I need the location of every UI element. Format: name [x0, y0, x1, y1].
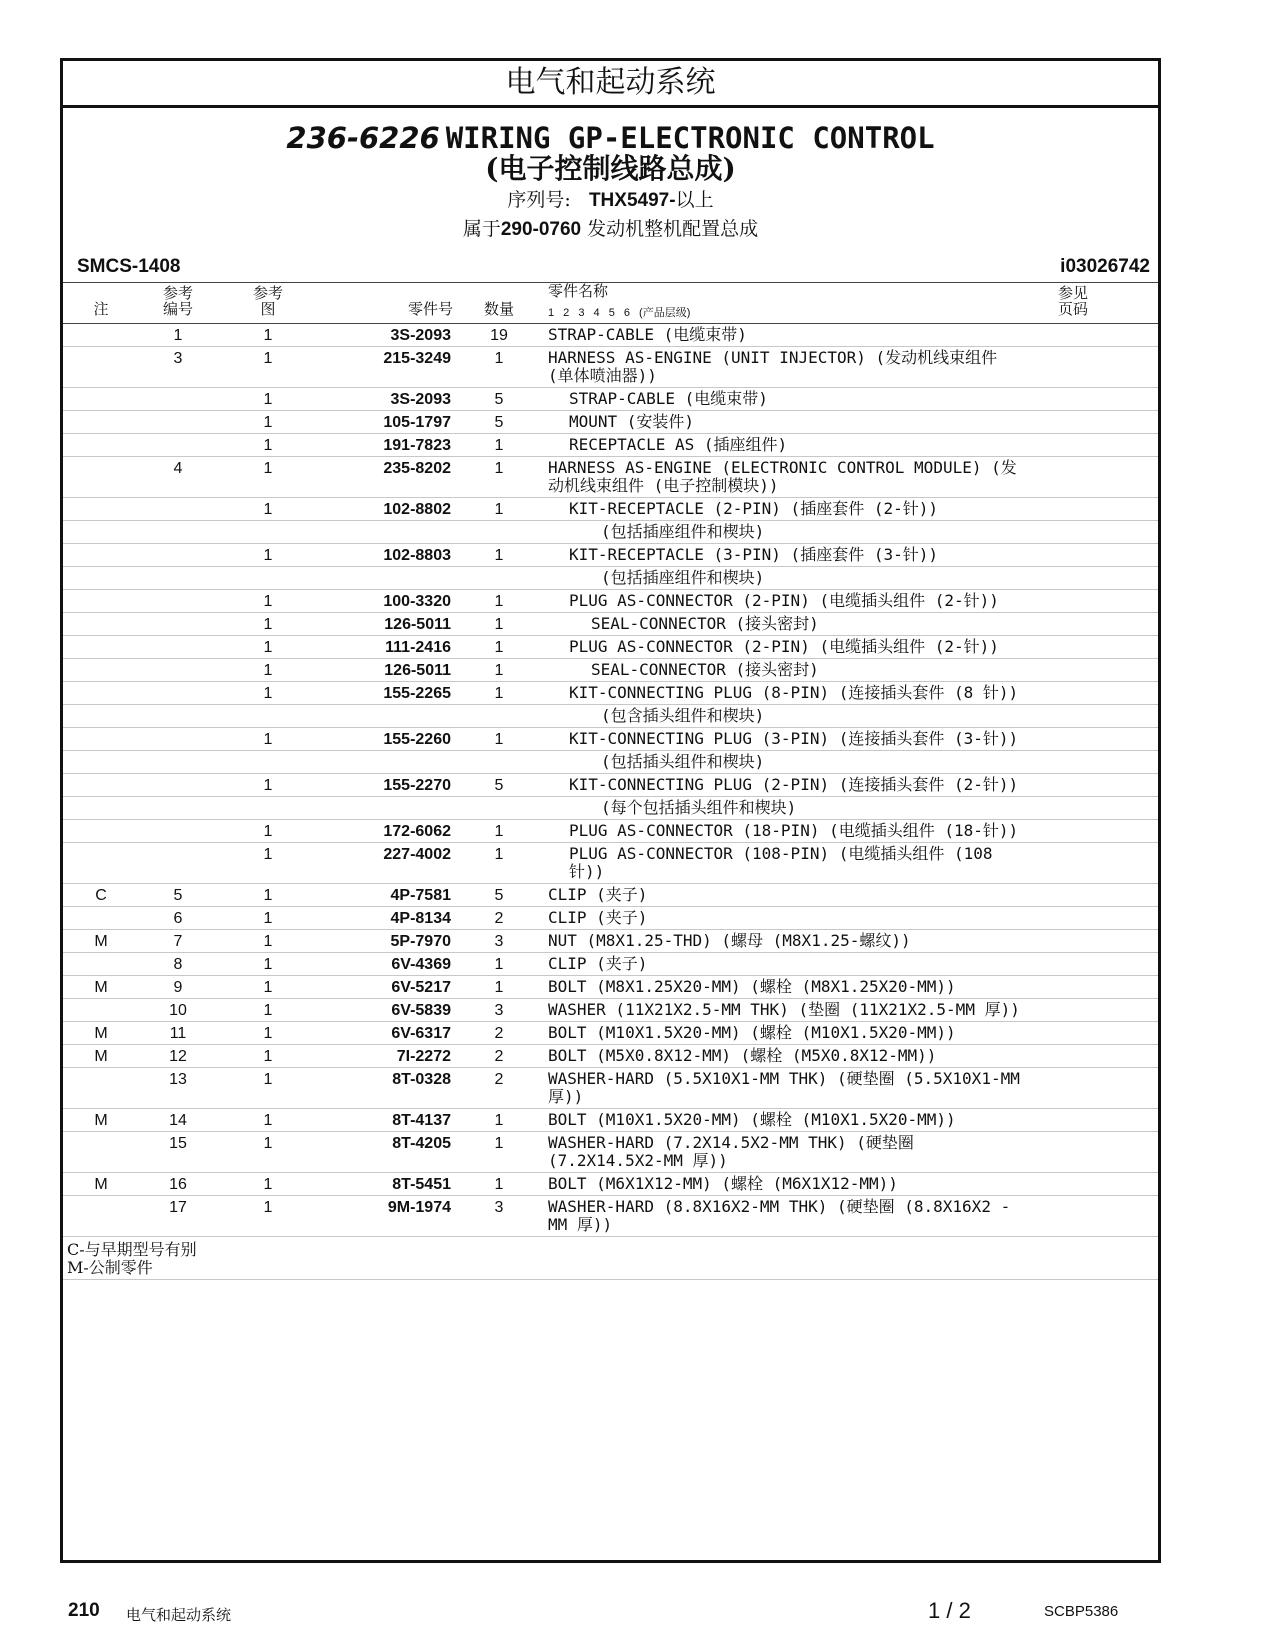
row-part-number: 105-1797 [383, 414, 451, 431]
row-part-number: 172-6062 [383, 823, 451, 840]
row-part-name: BOLT (M5X0.8X12-MM) (螺栓 (M5X0.8X12-MM)) [548, 1046, 937, 1065]
row-quantity: 3 [494, 933, 504, 950]
row-ref-number: 11 [169, 1025, 187, 1042]
row-part-number: 155-2260 [383, 731, 451, 748]
row-part-name: WASHER-HARD (7.2X14.5X2-MM THK) (硬垫圈 (7.2X14.5X2-MM 厚)) [548, 1133, 914, 1170]
row-part-name: WASHER (11X21X2.5-MM THK) (垫圈 (11X21X2.5-MM 厚)) [548, 1000, 1020, 1019]
row-part-number: 8T-0328 [392, 1071, 451, 1088]
row-ref-number: 3 [173, 350, 183, 367]
row-quantity: 2 [494, 910, 504, 927]
table-row [63, 843, 1158, 884]
row-part-number: 6V-5839 [391, 1002, 451, 1019]
page-number: 210 [68, 1600, 100, 1621]
row-quantity: 19 [490, 327, 508, 344]
row-quantity: 3 [494, 1199, 504, 1216]
row-part-name: BOLT (M6X1X12-MM) (螺栓 (M6X1X12-MM)) [548, 1174, 898, 1193]
table-row [63, 1132, 1158, 1173]
table-row [63, 457, 1158, 498]
row-quantity: 1 [494, 846, 504, 863]
row-quantity: 5 [494, 391, 504, 408]
row-figure: 1 [263, 547, 273, 564]
row-quantity: 1 [494, 350, 504, 367]
row-figure: 1 [263, 1176, 273, 1193]
row-part-name: SEAL-CONNECTOR (接头密封) [591, 614, 819, 633]
page-frame [60, 58, 1161, 1563]
row-ref-number: 15 [169, 1135, 187, 1152]
row-ref-number: 7 [173, 933, 183, 950]
row-figure: 1 [263, 593, 273, 610]
row-figure: 1 [263, 933, 273, 950]
row-part-name: PLUG AS-CONNECTOR (2-PIN) (电缆插头组件 (2-针)) [569, 591, 999, 610]
section-title: 电气和起动系统 [63, 61, 1158, 108]
row-quantity: 5 [494, 414, 504, 431]
table-row [63, 884, 1158, 907]
row-part-name: CLIP (夹子) [548, 885, 648, 904]
row-figure: 1 [263, 823, 273, 840]
belongs-label: 属于 [462, 218, 501, 240]
row-ref-number: 4 [173, 460, 183, 477]
row-figure: 1 [263, 731, 273, 748]
row-quantity: 5 [494, 887, 504, 904]
table-row [63, 953, 1158, 976]
row-quantity: 1 [494, 1176, 504, 1193]
row-figure: 1 [263, 685, 273, 702]
row-part-name: (每个包括插头组件和楔块) [601, 798, 797, 817]
row-quantity: 1 [494, 731, 504, 748]
row-figure: 1 [263, 846, 273, 863]
row-quantity: 1 [494, 979, 504, 996]
row-quantity: 1 [494, 593, 504, 610]
row-part-name: PLUG AS-CONNECTOR (108-PIN) (电缆插头组件 (108 针)) [569, 844, 993, 881]
serial-value: THX5497- [588, 190, 676, 211]
page-of: 1 / 2 [928, 1598, 971, 1623]
row-part-number: 191-7823 [383, 437, 451, 454]
table-row [63, 521, 1158, 544]
row-figure: 1 [263, 1048, 273, 1065]
row-part-name: KIT-CONNECTING PLUG (3-PIN) (连接插头套件 (3-针)) [569, 729, 1019, 748]
row-figure: 1 [263, 662, 273, 679]
serial-label: 序列号: [507, 189, 571, 211]
row-note: M [94, 933, 108, 950]
row-quantity: 5 [494, 777, 504, 794]
table-row [63, 434, 1158, 457]
legend-item-c: C-与早期型号有别 [67, 1240, 197, 1259]
table-row [63, 411, 1158, 434]
row-part-number: 215-3249 [383, 350, 451, 367]
row-part-number: 4P-8134 [390, 910, 451, 927]
col-see-1: 参见 [1057, 284, 1088, 302]
row-part-number: 227-4002 [383, 846, 451, 863]
row-figure: 1 [263, 1002, 273, 1019]
legend [63, 1237, 1158, 1280]
row-quantity: 1 [494, 1135, 504, 1152]
row-part-name: KIT-RECEPTACLE (2-PIN) (插座套件 (2-针)) [569, 499, 938, 518]
table-row [63, 1045, 1158, 1068]
table-row [63, 1022, 1158, 1045]
row-note: M [94, 1048, 108, 1065]
row-note: M [94, 979, 108, 996]
row-part-number: 102-8803 [383, 547, 451, 564]
row-figure: 1 [263, 501, 273, 518]
row-part-name: WASHER-HARD (8.8X16X2-MM THK) (硬垫圈 (8.8X16X2 - MM 厚)) [548, 1197, 1011, 1234]
row-part-name: STRAP-CABLE (电缆束带) [569, 389, 768, 408]
row-part-number: 111-2416 [385, 639, 451, 656]
table-row [63, 976, 1158, 999]
row-quantity: 3 [494, 1002, 504, 1019]
assembly-title [63, 122, 1158, 154]
row-note: M [94, 1176, 108, 1193]
smcs-code: SMCS-1408 [77, 256, 181, 277]
row-quantity: 1 [494, 616, 504, 633]
row-quantity: 1 [494, 460, 504, 477]
col-fig-2: 图 [260, 300, 276, 318]
row-part-name: HARNESS AS-ENGINE (ELECTRONIC CONTROL MODULE) (发动机线束组件 (电子控制模块)) [548, 458, 1017, 495]
assembly-part-number: 236-6226 [286, 121, 440, 155]
table-row [63, 1068, 1158, 1109]
col-name-1: 零件名称 [548, 282, 609, 300]
row-part-name: MOUNT (安装件) [569, 412, 695, 431]
row-quantity: 2 [494, 1048, 504, 1065]
row-note: M [94, 1112, 108, 1129]
table-row [63, 751, 1158, 774]
col-ref-no-1: 参考 [162, 284, 193, 302]
row-figure: 1 [263, 979, 273, 996]
row-quantity: 1 [494, 685, 504, 702]
table-row [63, 590, 1158, 613]
belongs-text: 发动机整机配置总成 [587, 218, 759, 240]
row-figure: 1 [263, 1199, 273, 1216]
row-figure: 1 [263, 887, 273, 904]
row-part-name: HARNESS AS-ENGINE (UNIT INJECTOR) (发动机线束组件 (单体喷油器)) [548, 348, 998, 385]
row-part-name: RECEPTACLE AS (插座组件) [569, 435, 788, 454]
row-ref-number: 14 [169, 1112, 187, 1129]
row-part-name: (包括插座组件和楔块) [601, 522, 765, 541]
table-row [63, 1173, 1158, 1196]
row-part-number: 8T-5451 [392, 1176, 451, 1193]
belongs-line [63, 215, 1158, 244]
row-part-number: 3S-2093 [390, 327, 451, 344]
row-part-name: BOLT (M8X1.25X20-MM) (螺栓 (M8X1.25X20-MM)) [548, 977, 956, 996]
row-quantity: 1 [494, 956, 504, 973]
row-note: M [94, 1025, 108, 1042]
table-row [63, 682, 1158, 705]
doc-code: SCBP5386 [1044, 1603, 1119, 1620]
row-figure: 1 [263, 616, 273, 633]
assembly-subtitle: (电子控制线路总成) [485, 152, 736, 185]
row-figure: 1 [263, 777, 273, 794]
footer-section: 电气和起动系统 [126, 1606, 232, 1624]
row-part-number: 6V-4369 [391, 956, 451, 973]
table-row [63, 820, 1158, 843]
assembly-name: WIRING GP-ELECTRONIC CONTROL [445, 121, 935, 155]
table-row [63, 544, 1158, 567]
row-part-name: NUT (M8X1.25-THD) (螺母 (M8X1.25-螺纹)) [548, 931, 911, 950]
row-part-number: 155-2265 [383, 685, 451, 702]
row-quantity: 1 [494, 639, 504, 656]
table-row [63, 388, 1158, 411]
row-part-number: 126-5011 [384, 662, 451, 679]
row-figure: 1 [263, 1071, 273, 1088]
serial-suffix: 以上 [675, 189, 714, 211]
table-row [63, 907, 1158, 930]
table-row [63, 324, 1158, 347]
row-part-name: PLUG AS-CONNECTOR (2-PIN) (电缆插头组件 (2-针)) [569, 637, 999, 656]
row-figure: 1 [263, 391, 273, 408]
table-row [63, 498, 1158, 521]
row-part-name: (包括插座组件和楔块) [601, 568, 765, 587]
table-row [63, 1196, 1158, 1237]
row-ref-number: 13 [169, 1071, 187, 1088]
col-fig-1: 参考 [252, 284, 283, 302]
row-part-number: 100-3320 [383, 593, 451, 610]
page-footer [0, 1598, 1275, 1628]
row-figure: 1 [263, 327, 273, 344]
table-row [63, 774, 1158, 797]
reference-code: i03026742 [1060, 256, 1150, 277]
row-part-number: 5P-7970 [390, 933, 451, 950]
col-see-2: 页码 [1057, 300, 1088, 318]
code-line [63, 252, 1158, 283]
table-row [63, 659, 1158, 682]
row-figure: 1 [263, 1025, 273, 1042]
row-part-number: 8T-4137 [392, 1112, 451, 1129]
row-figure: 1 [263, 639, 273, 656]
row-part-name: (包含插头组件和楔块) [601, 706, 765, 725]
row-part-number: 7I-2272 [396, 1048, 451, 1065]
table-row [63, 930, 1158, 953]
row-ref-number: 9 [173, 979, 183, 996]
row-quantity: 2 [494, 1071, 504, 1088]
serial-line [63, 186, 1158, 215]
legend-item-m: M-公制零件 [67, 1258, 153, 1277]
row-part-number: 9M-1974 [387, 1199, 451, 1216]
row-part-number: 4P-7581 [390, 887, 451, 904]
row-part-name: (包括插头组件和楔块) [601, 752, 765, 771]
row-quantity: 1 [494, 437, 504, 454]
row-part-name: BOLT (M10X1.5X20-MM) (螺栓 (M10X1.5X20-MM)) [548, 1023, 956, 1042]
row-quantity: 1 [494, 547, 504, 564]
row-quantity: 1 [494, 662, 504, 679]
row-part-number: 235-8202 [383, 460, 451, 477]
row-part-name: WASHER-HARD (5.5X10X1-MM THK) (硬垫圈 (5.5X10X1-MM 厚)) [548, 1069, 1020, 1106]
row-ref-number: 5 [173, 887, 183, 904]
row-part-name: CLIP (夹子) [548, 908, 648, 927]
row-figure: 1 [263, 437, 273, 454]
row-ref-number: 6 [173, 910, 183, 927]
row-part-name: KIT-CONNECTING PLUG (2-PIN) (连接插头套件 (2-针)) [569, 775, 1019, 794]
row-ref-number: 16 [169, 1176, 187, 1193]
row-note: C [95, 887, 107, 904]
col-part-no: 零件号 [407, 300, 453, 318]
parts-list [63, 324, 1158, 1237]
table-row [63, 567, 1158, 590]
row-part-number: 155-2270 [383, 777, 451, 794]
row-figure: 1 [263, 1135, 273, 1152]
row-quantity: 1 [494, 1112, 504, 1129]
col-qty: 数量 [483, 300, 514, 318]
row-figure: 1 [263, 956, 273, 973]
table-row [63, 636, 1158, 659]
row-part-name: CLIP (夹子) [548, 954, 648, 973]
table-row [63, 797, 1158, 820]
row-part-number: 8T-4205 [392, 1135, 451, 1152]
row-figure: 1 [263, 414, 273, 431]
col-name-2: 1 2 3 4 5 6 (产品层级) [548, 307, 691, 319]
belongs-part-number: 290-0760 [500, 219, 582, 240]
row-part-number: 126-5011 [384, 616, 451, 633]
table-row [63, 705, 1158, 728]
row-quantity: 1 [494, 501, 504, 518]
row-part-number: 102-8802 [383, 501, 451, 518]
row-part-name: KIT-RECEPTACLE (3-PIN) (插座套件 (3-针)) [569, 545, 938, 564]
row-figure: 1 [263, 1112, 273, 1129]
row-quantity: 2 [494, 1025, 504, 1042]
table-row [63, 1109, 1158, 1132]
row-part-name: KIT-CONNECTING PLUG (8-PIN) (连接插头套件 (8 针)) [569, 683, 1019, 702]
row-part-number: 6V-6317 [391, 1025, 451, 1042]
row-part-number: 3S-2093 [390, 391, 451, 408]
table-row [63, 613, 1158, 636]
col-ref-no-2: 编号 [162, 300, 193, 318]
table-row [63, 999, 1158, 1022]
table-row [63, 347, 1158, 388]
row-ref-number: 17 [169, 1199, 187, 1216]
row-figure: 1 [263, 910, 273, 927]
row-ref-number: 1 [173, 327, 183, 344]
row-quantity: 1 [494, 823, 504, 840]
row-figure: 1 [263, 350, 273, 367]
row-ref-number: 12 [169, 1048, 187, 1065]
row-part-name: STRAP-CABLE (电缆束带) [548, 325, 747, 344]
row-part-number: 6V-5217 [391, 979, 451, 996]
row-ref-number: 8 [173, 956, 183, 973]
row-ref-number: 10 [169, 1002, 187, 1019]
table-row [63, 728, 1158, 751]
column-headers [63, 283, 1158, 324]
row-part-name: BOLT (M10X1.5X20-MM) (螺栓 (M10X1.5X20-MM)) [548, 1110, 956, 1129]
parts-header [63, 122, 1158, 244]
col-note: 注 [93, 300, 109, 318]
row-figure: 1 [263, 460, 273, 477]
row-part-name: PLUG AS-CONNECTOR (18-PIN) (电缆插头组件 (18-针)) [569, 821, 1019, 840]
row-part-name: SEAL-CONNECTOR (接头密封) [591, 660, 819, 679]
